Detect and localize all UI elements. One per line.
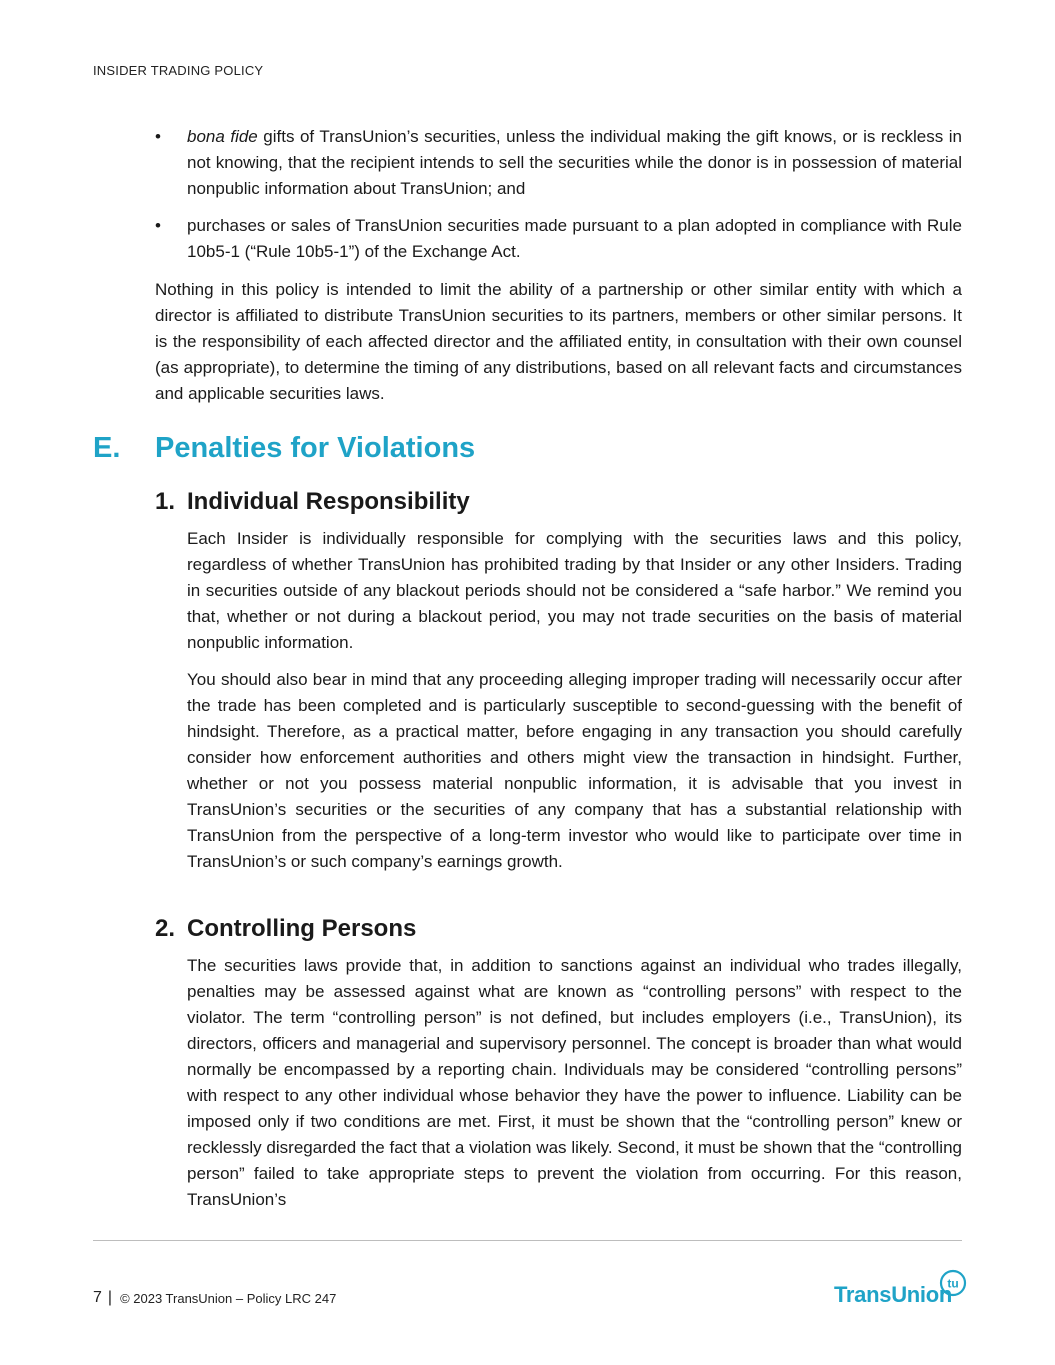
logo-wordmark: TransUnion [834, 1282, 953, 1307]
controlling-paragraph: The securities laws provide that, in addition to sanctions against an individual who trades illegally, penalties may be assessed against what are known as “controlling persons” with respect to the violator. The term “controlling person” is not defined, but includes employers (i.e., TransUnion), its directors, officers and managerial and supervisory personnel. The concept is broader than what would normally be encompassed by a reporting chain. Individuals may be considered “controlling persons” with respect to any other individual whose behavior they have the power to influence. Liability can be imposed only if two conditions are met. First, it must be shown that the “controlling person” knew or recklessly disregarded the fact that a violation was likely. Second, it must be shown that the “controlling person” failed to take appropriate steps to prevent the violation from occurring. For this reason, TransUnion’s [187, 956, 962, 1209]
individual-paragraph-2: You should also bear in mind that any proceeding alleging improper trading will necessarily occur after the trade has been completed and is particularly susceptible to second-guessing with the benefit of hindsight. Therefore, as a practical matter, before engaging in any transaction you should carefully consider how enforcement authorities and others might view the transaction in hindsight. Further, whether or not you possess material nonpublic information, it is advisable that you invest in TransUnion’s securities or the securities of any company that has a substantial relationship with TransUnion from the perspective of a long-term investor who would like to participate over time in TransUnion’s or such company’s earnings growth. [187, 670, 962, 871]
subsection-number: 1. [155, 488, 176, 515]
bullet-text: purchases or sales of TransUnion securities made pursuant to a plan adopted in compliance with Rule 10b5-1 (“Rule 10b5-1”) of the Exchange Act. [187, 216, 962, 261]
list-item [155, 124, 962, 202]
copyright-text: © 2023 TransUnion – Policy LRC 247 [120, 1290, 337, 1306]
distributions-paragraph: Nothing in this policy is intended to limit the ability of a partnership or other similar entity with which a director is affiliated to distribute TransUnion securities to its partners, members or other similar persons. It is the responsibility of each affected director and the affiliated entity, in consultation with their own counsel (as appropriate), to determine the timing of any distributions, based on all relevant facts and circumstances and applicable securities laws. [155, 280, 962, 403]
bullet-list [155, 124, 962, 276]
running-header: INSIDER TRADING POLICY [93, 63, 264, 78]
subsection-title: Individual Responsibility [187, 488, 470, 515]
subsection-number: 2. [155, 915, 176, 942]
subsection-title: Controlling Persons [187, 915, 417, 942]
transunion-logo [834, 1268, 964, 1308]
footer-divider [93, 1240, 962, 1241]
section-title: Penalties for Violations [155, 432, 476, 464]
logo-mark-text: tu [947, 1276, 959, 1291]
bullet-italic-term: bona fide [187, 127, 258, 146]
section-letter: E. [93, 432, 121, 464]
footer [93, 1289, 336, 1307]
bullet-marker: • [155, 127, 161, 146]
tu-logo-icon [938, 1268, 968, 1298]
page-number: 7 [93, 1289, 102, 1306]
bullet-text: gifts of TransUnion’s securities, unless the individual making the gift knows, or is reckless in not knowing, that the recipient intends to sell the securities while the donor is in possession of material nonpublic information about TransUnion; and [187, 127, 962, 198]
individual-paragraph-1: Each Insider is individually responsible for complying with the securities laws and this policy, regardless of whether TransUnion has prohibited trading by that Insider or any other Insiders. Trading in securities outside of any blackout periods should not be considered a “safe harbor.” We remind you that, whether or not during a blackout period, you may not trade securities on the basis of material nonpublic information. [187, 529, 962, 652]
footer-separator: | [107, 1289, 113, 1306]
list-item [155, 213, 962, 265]
bullet-marker: • [155, 216, 161, 235]
